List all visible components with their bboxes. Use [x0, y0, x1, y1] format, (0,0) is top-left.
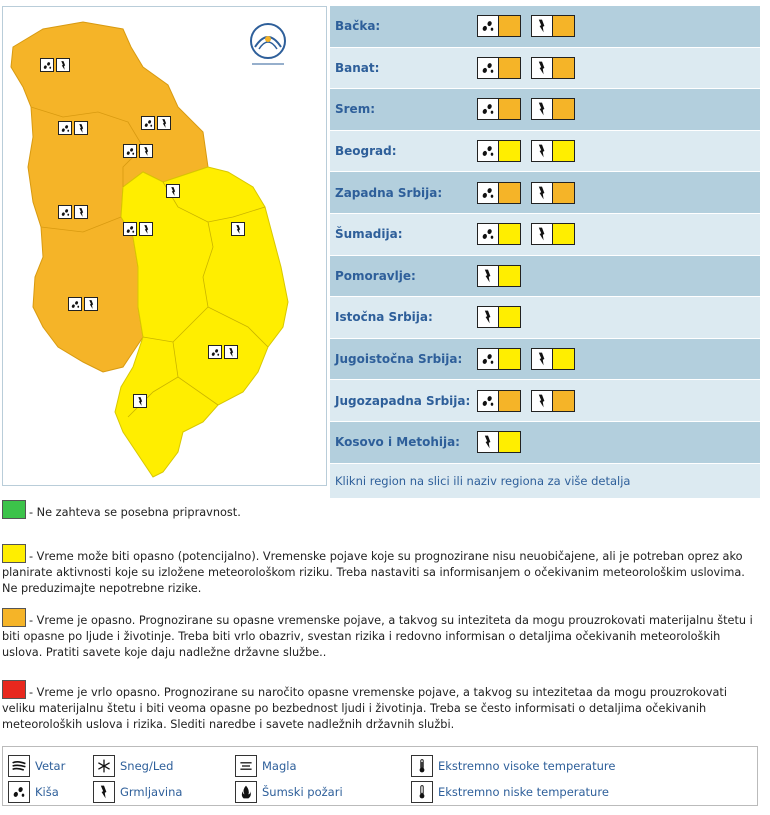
- warning-indicator[interactable]: [477, 306, 521, 328]
- region-row[interactable]: [330, 131, 760, 173]
- thunder-icon: [133, 394, 147, 408]
- map-marker[interactable]: [40, 58, 70, 72]
- region-row[interactable]: [330, 89, 760, 131]
- thunder-icon: [477, 306, 499, 328]
- thermometer-low-icon: [411, 781, 433, 803]
- key-label: Ekstremno visoke temperature: [438, 759, 616, 773]
- forest-fire-icon: [235, 781, 257, 803]
- region-row[interactable]: [330, 339, 760, 381]
- warning-indicator[interactable]: [531, 57, 575, 79]
- serbia-map: [3, 7, 328, 487]
- snow-icon: [93, 755, 115, 777]
- thunder-icon: [477, 265, 499, 287]
- map-marker[interactable]: [231, 222, 245, 236]
- thunder-icon: [84, 297, 98, 311]
- orange-swatch: [2, 608, 26, 627]
- key-label: Ekstremno niske temperature: [438, 785, 609, 799]
- warning-indicator[interactable]: [477, 98, 521, 120]
- legend-green: [2, 500, 762, 521]
- warning-level-yellow: [499, 223, 521, 245]
- rain-icon: [123, 222, 137, 236]
- key-label: Magla: [262, 759, 297, 773]
- warning-indicator[interactable]: [477, 182, 521, 204]
- legend-yellow-text: - Vreme može biti opasno (potencijalno). Vremenske pojave koje su prognozirane nisu neuobičajene, ali je potreban oprez ako planirate aktivnosti koje su izložene meteorološkom riziku. Treba nastaviti sa informisanjem o očekivanim meteorološkim uslovima. Ne preduzimajte nepotrebne rizike.: [2, 550, 745, 595]
- key-item: [93, 781, 182, 803]
- rhmz-logo-icon: [246, 19, 290, 69]
- wind-icon: [8, 755, 30, 777]
- legend-red: [2, 680, 762, 733]
- warning-level-yellow: [553, 223, 575, 245]
- rain-icon: [8, 781, 30, 803]
- legend-green-text: - Ne zahteva se posebna pripravnost.: [29, 506, 241, 519]
- warning-level-yellow: [499, 265, 521, 287]
- yellow-swatch: [2, 544, 26, 563]
- key-label: Vetar: [35, 759, 66, 773]
- rain-icon: [477, 348, 499, 370]
- warning-level-orange: [553, 390, 575, 412]
- thunder-icon: [139, 222, 153, 236]
- warning-map: [2, 6, 327, 486]
- rain-icon: [58, 121, 72, 135]
- rain-icon: [477, 182, 499, 204]
- thunder-icon: [531, 140, 553, 162]
- warning-level-orange: [499, 15, 521, 37]
- thunder-icon: [531, 15, 553, 37]
- warning-level-yellow: [499, 306, 521, 328]
- warning-indicator[interactable]: [531, 98, 575, 120]
- warning-indicator[interactable]: [477, 348, 521, 370]
- map-marker[interactable]: [133, 394, 147, 408]
- key-item: [411, 781, 609, 803]
- legend-orange: [2, 608, 762, 661]
- region-row[interactable]: [330, 256, 760, 298]
- warning-level-orange: [499, 390, 521, 412]
- region-table: [330, 6, 760, 498]
- warning-level-yellow: [499, 140, 521, 162]
- map-marker[interactable]: [166, 184, 180, 198]
- warning-level-yellow: [499, 348, 521, 370]
- thunder-icon: [531, 390, 553, 412]
- warning-indicator[interactable]: [477, 15, 521, 37]
- warning-indicator[interactable]: [477, 223, 521, 245]
- map-marker[interactable]: [141, 116, 171, 130]
- thunder-icon: [224, 345, 238, 359]
- thunder-icon: [74, 205, 88, 219]
- rain-icon: [58, 205, 72, 219]
- region-row[interactable]: [330, 297, 760, 339]
- legend-yellow: [2, 544, 762, 597]
- region-name-link[interactable]: Šumadija:: [335, 227, 403, 242]
- warning-indicator[interactable]: [531, 223, 575, 245]
- warning-level-orange: [499, 182, 521, 204]
- region-name-link[interactable]: Banat:: [335, 60, 380, 75]
- thunder-icon: [531, 223, 553, 245]
- thunder-icon: [74, 121, 88, 135]
- map-marker[interactable]: [208, 345, 238, 359]
- key-item: [235, 755, 297, 777]
- thunder-icon: [157, 116, 171, 130]
- region-name-link[interactable]: Kosovo i Metohija:: [335, 435, 460, 450]
- warning-level-orange: [553, 98, 575, 120]
- map-region-yellow[interactable]: [115, 167, 288, 477]
- warning-indicator[interactable]: [531, 390, 575, 412]
- warning-indicator[interactable]: [477, 431, 521, 453]
- region-row[interactable]: [330, 6, 760, 48]
- rain-icon: [477, 223, 499, 245]
- fog-icon: [235, 755, 257, 777]
- region-hint[interactable]: Klikni region na slici ili naziv regiona za više detalja: [330, 464, 760, 498]
- region-name-link[interactable]: Jugozapadna Srbija:: [335, 393, 471, 408]
- region-name-link[interactable]: Srem:: [335, 102, 376, 117]
- warning-indicator[interactable]: [477, 57, 521, 79]
- map-marker[interactable]: [123, 144, 153, 158]
- key-item: [8, 781, 59, 803]
- legend-orange-text: - Vreme je opasno. Prognozirane su opasne vremenske pojave, a takvog su inteziteta da mogu prouzrokovati materijalnu štetu i biti opasne po ljude i životinje. Treba biti vrlo obazriv, svestan rizika i redovno informisan o detaljima očekivanih meteoroloških uslova. Pratiti savete koje daju nadležne državne službe..: [2, 614, 753, 659]
- rain-icon: [477, 140, 499, 162]
- key-item: [235, 781, 343, 803]
- region-name-link[interactable]: Istočna Srbija:: [335, 310, 433, 325]
- map-marker[interactable]: [58, 205, 88, 219]
- rain-icon: [208, 345, 222, 359]
- region-row[interactable]: [330, 380, 760, 422]
- thunder-icon: [231, 222, 245, 236]
- region-row[interactable]: [330, 214, 760, 256]
- region-name-link[interactable]: Zapadna Srbija:: [335, 185, 443, 200]
- warning-indicator[interactable]: [477, 140, 521, 162]
- warning-level-orange: [553, 57, 575, 79]
- thunder-icon: [531, 98, 553, 120]
- warning-level-orange: [499, 98, 521, 120]
- region-row[interactable]: [330, 422, 760, 464]
- region-name-link[interactable]: Beograd:: [335, 144, 397, 159]
- warning-indicator[interactable]: [477, 265, 521, 287]
- rain-icon: [477, 98, 499, 120]
- region-name-link[interactable]: Pomoravlje:: [335, 268, 416, 283]
- map-marker[interactable]: [123, 222, 153, 236]
- thunder-icon: [531, 348, 553, 370]
- key-item: [411, 755, 615, 777]
- warning-level-yellow: [499, 431, 521, 453]
- region-row[interactable]: [330, 48, 760, 90]
- key-item: [8, 755, 65, 777]
- thunder-icon: [531, 182, 553, 204]
- warning-level-yellow: [553, 140, 575, 162]
- map-marker[interactable]: [68, 297, 98, 311]
- warning-indicator[interactable]: [531, 140, 575, 162]
- warning-level-orange: [499, 57, 521, 79]
- region-name-link[interactable]: Jugoistočna Srbija:: [335, 352, 463, 367]
- warning-indicator[interactable]: [531, 348, 575, 370]
- map-marker[interactable]: [58, 121, 88, 135]
- thunder-icon: [93, 781, 115, 803]
- region-row[interactable]: [330, 172, 760, 214]
- rain-icon: [477, 57, 499, 79]
- red-swatch: [2, 680, 26, 699]
- rain-icon: [477, 15, 499, 37]
- thunder-icon: [166, 184, 180, 198]
- thunder-icon: [477, 431, 499, 453]
- rain-icon: [141, 116, 155, 130]
- warning-indicator[interactable]: [531, 182, 575, 204]
- warning-indicator[interactable]: [531, 15, 575, 37]
- thunder-icon: [56, 58, 70, 72]
- rain-icon: [123, 144, 137, 158]
- rain-icon: [477, 390, 499, 412]
- key-label: Grmljavina: [120, 785, 183, 799]
- thunder-icon: [139, 144, 153, 158]
- warning-level-yellow: [553, 348, 575, 370]
- rain-icon: [68, 297, 82, 311]
- region-name-link[interactable]: Bačka:: [335, 19, 381, 34]
- thunder-icon: [531, 57, 553, 79]
- warning-level-orange: [553, 15, 575, 37]
- key-label: Kiša: [35, 785, 59, 799]
- green-swatch: [2, 500, 26, 519]
- warning-level-orange: [553, 182, 575, 204]
- icon-key: [2, 746, 758, 806]
- key-label: Sneg/Led: [120, 759, 174, 773]
- rain-icon: [40, 58, 54, 72]
- key-item: [93, 755, 173, 777]
- thermometer-high-icon: [411, 755, 433, 777]
- legend-red-text: - Vreme je vrlo opasno. Prognozirane su naročito opasne vremenske pojave, a takvog su intezitetaa da mogu prouzrokovati veliku materijalnu štetu i biti veoma opasne po bezbednost ljudi i životinja. Treba se često informisati o detaljima očekivanih meteoroloških uslova i rizika. Slediti naredbe i savete nadležnih državnih službi.: [2, 686, 727, 731]
- key-label: Šumski požari: [262, 785, 343, 799]
- warning-indicator[interactable]: [477, 390, 521, 412]
